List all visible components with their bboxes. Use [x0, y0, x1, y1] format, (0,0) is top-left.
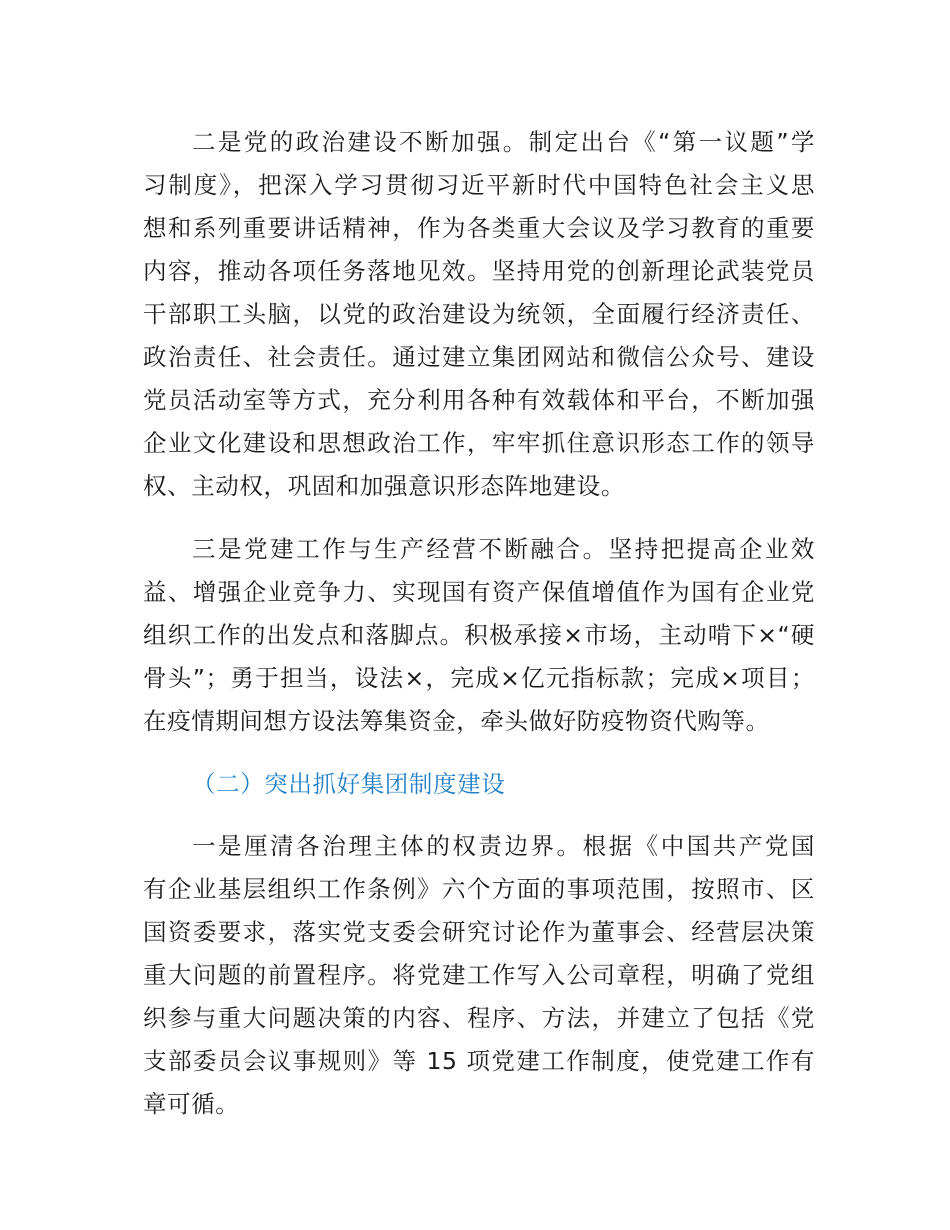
- paragraph-line: 一是厘清各治理主体的权责边界。根据《中国共产党国: [192, 832, 815, 860]
- paragraph-line: 习制度》，把深入学习贯彻习近平新时代中国特色社会主义思: [143, 171, 815, 199]
- section-heading: （二）突出抓好集团制度建设: [192, 770, 506, 798]
- paragraph-line: 有企业基层组织工作条例》六个方面的事项范围，按照市、区: [143, 875, 815, 903]
- paragraph-line: 在疫情期间想方设法筹集资金，牵头做好防疫物资代购等。: [143, 707, 770, 735]
- paragraph-line: 章可循。: [143, 1090, 240, 1118]
- paragraph-line: 国资委要求，落实党支委会研究讨论作为董事会、经营层决策: [143, 918, 815, 946]
- paragraph-line: 支部委员会议事规则》等 15 项党建工作制度，使党建工作有: [143, 1047, 815, 1075]
- paragraph-line: 二是党的政治建设不断加强。制定出台《“第一议题”学: [192, 128, 815, 156]
- paragraph-line: 想和系列重要讲话精神，作为各类重大会议及学习教育的重要: [143, 214, 815, 242]
- paragraph-line: 重大问题的前置程序。将党建工作写入公司章程，明确了党组: [143, 961, 815, 989]
- paragraph-line: 权、主动权，巩固和加强意识形态阵地建设。: [143, 472, 625, 500]
- paragraph-line: 组织工作的出发点和落脚点。积极承接×市场，主动啃下×“硬: [143, 621, 815, 649]
- paragraph-line: 三是党建工作与生产经营不断融合。坚持把提高企业效: [192, 535, 815, 563]
- paragraph-line: 内容，推动各项任务落地见效。坚持用党的创新理论武装党员: [143, 257, 815, 285]
- paragraph-line: 织参与重大问题决策的内容、程序、方法，并建立了包括《党: [143, 1004, 815, 1032]
- paragraph-line: 干部职工头脑，以党的政治建设为统领，全面履行经济责任、: [143, 300, 815, 328]
- paragraph-line: 益、增强企业竞争力、实现国有资产保值增值作为国有企业党: [143, 578, 815, 606]
- paragraph-line: 党员活动室等方式，充分利用各种有效载体和平台，不断加强: [143, 386, 815, 414]
- paragraph-line: 政治责任、社会责任。通过建立集团网站和微信公众号、建设: [143, 343, 815, 371]
- paragraph-line: 骨头”；勇于担当，设法×，完成×亿元指标款；完成×项目；: [143, 664, 815, 692]
- paragraph-line: 企业文化建设和思想政治工作，牢牢抓住意识形态工作的领导: [143, 429, 815, 457]
